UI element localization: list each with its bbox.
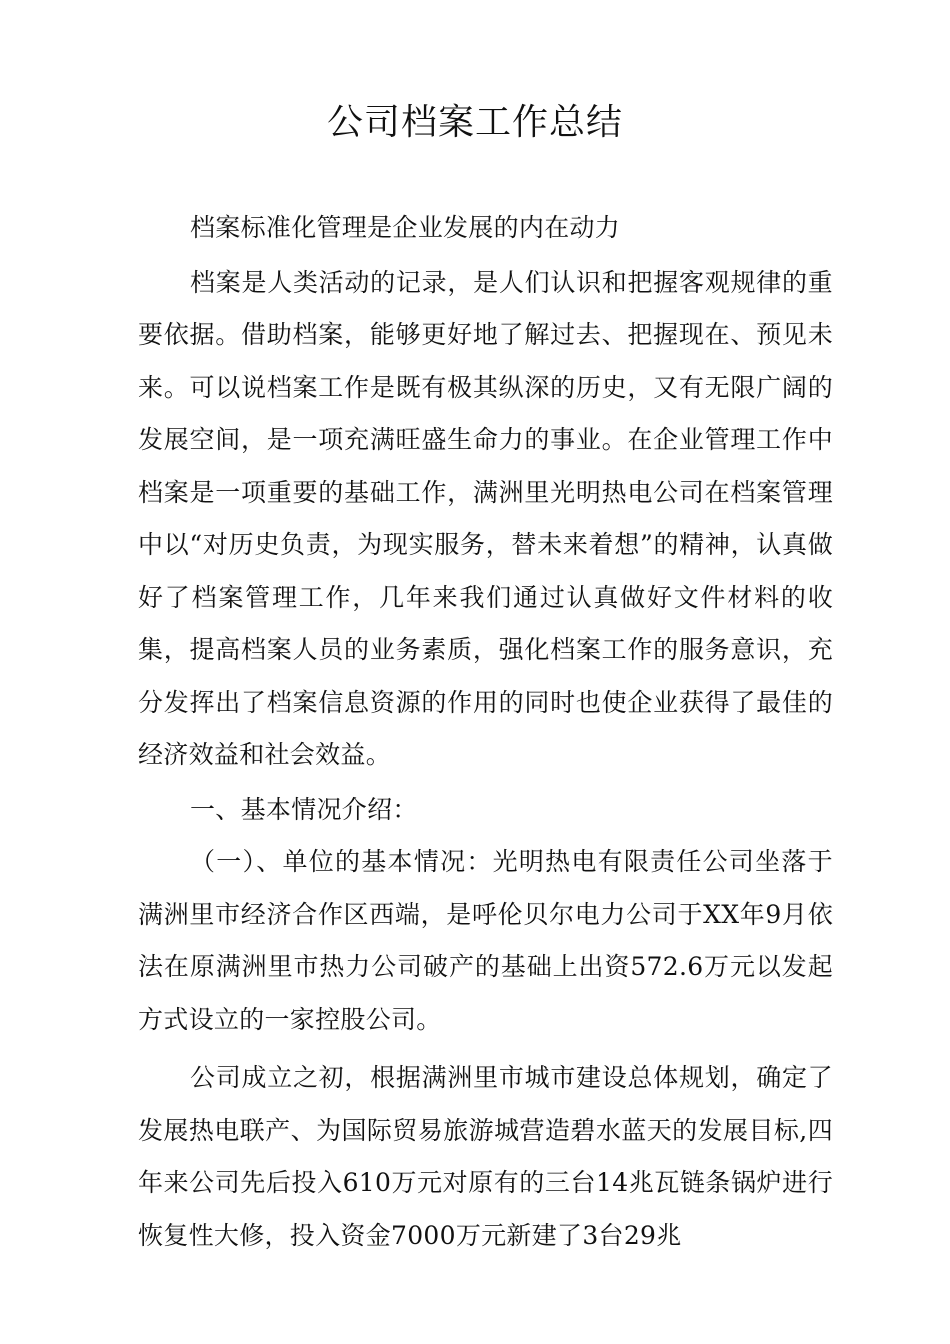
document-title: 公司档案工作总结 <box>326 102 623 143</box>
paragraph-company-founding: 公司成立之初，根据满洲里市城市建设总体规划，确定了发展热电联产、为国际贸易旅游城营造碧水蓝天的发展目标,四年来公司先后投入610万元对原有的三台14兆瓦链条锅炉进行恢复性大修，投入资金7000万元新建了3台29兆 <box>138 1063 833 1250</box>
paragraph-basic-info: （一）、单位的基本情况：光明热电有限责任公司坐落于满洲里市经济合作区西端，是呼伦贝尔电力公司于XX年9月依法在原满洲里市热力公司破产的基础上出资572.6万元以发起方式设立的一家控股公司。 <box>138 847 833 1034</box>
paragraph-subtitle: 档案标准化管理是企业发展的内在动力 <box>190 213 621 242</box>
paragraph-section-heading: 一、基本情况介绍： <box>190 794 418 824</box>
document-body <box>138 202 833 1262</box>
paragraph-intro: 档案是人类活动的记录，是人们认识和把握客观规律的重要依据。借助档案，能够更好地了解过去、把握现在、预见未来。可以说档案工作是既有极其纵深的历史，又有无限广阔的发展空间，是一项充满旺盛生命力的事业。在企业管理工作中档案是一项重要的基础工作，满洲里光明热电公司在档案管理中以“对历史负责，为现实服务，替未来着想”的精神，认真做好了档案管理工作，几年来我们通过认真做好文件材料的收集，提高档案人员的业务素质，强化档案工作的服务意识，充分发挥出了档案信息资源的作用的同时也使企业获得了最佳的经济效益和社会效益。 <box>138 267 833 769</box>
